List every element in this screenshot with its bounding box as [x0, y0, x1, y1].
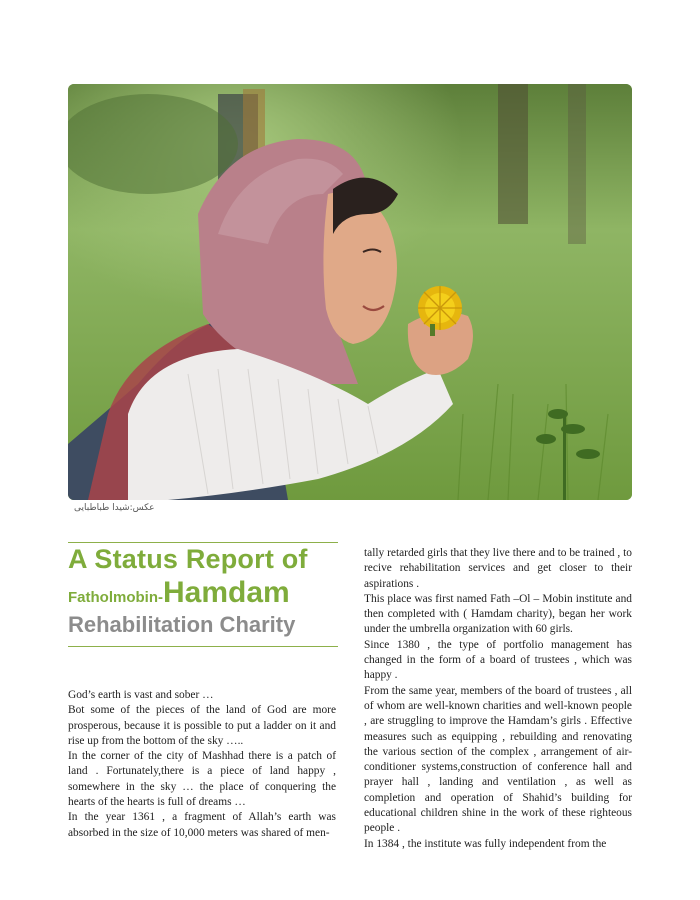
photo-credit-caption: عکس:شیدا طباطبایی	[74, 503, 155, 513]
right-text-column	[364, 546, 632, 852]
right-paragraph-1: tally retarded girls that they live there and to be trained , to recive rehabilitation services and get closer to their aspirations .	[364, 547, 632, 590]
right-paragraph-3: Since 1380 , the type of portfolio management has changed in the form of a board of trustees , which was happy .	[364, 638, 632, 682]
title-line-1: A Status Report of	[68, 544, 308, 574]
left-text-column	[68, 688, 336, 841]
title-top-divider	[68, 542, 338, 543]
right-paragraph-2: This place was first named Fath –Ol – Mobin institute and then completed with ( Hamdam charity), began her work under the umbrella organization with 60 girls.	[364, 592, 632, 636]
title-line-3: Rehabilitation Charity	[68, 612, 296, 637]
right-paragraph-5: In 1384 , the institute was fully independent from the	[364, 837, 607, 850]
title-line-2	[68, 578, 343, 608]
title-bottom-divider	[68, 646, 338, 647]
right-paragraph-4: From the same year, members of the board of trustees , all of whom are well-known charities and well-known people , are struggling to improve the Hamdam’s girls . Effective measures such as equipping , rebuilding and renovating the various section of the complex , arrangement of air-conditioner systems,construction of conference hall and prayer hall , landing and ventilation , as well as completion and operation of Shahid’s building for educational children shine in the work of these righteous people .	[364, 684, 632, 835]
left-paragraph-1: God’s earth is vast and sober …	[68, 689, 214, 701]
title-line-2-small: Fatholmobin-	[68, 589, 163, 606]
photo-illustration	[68, 84, 632, 500]
article-title	[68, 546, 343, 636]
left-paragraph-2: Bot some of the pieces of the land of God are more prosperous, because it is possible to put a ladder on it and rise up from the bottom of the sky …..	[68, 704, 336, 747]
left-paragraph-3: In the corner of the city of Mashhad there is a patch of land . Fortunately,there is a piece of land happy , somewhere in the sky … the place of conquering the hearts of the hearts is full of dreams …	[68, 750, 336, 809]
title-line-2-large: Hamdam	[162, 576, 290, 609]
left-paragraph-4: In the year 1361 , a fragment of Allah’s earth was absorbed in the size of 10,000 meters was shared of men-	[68, 811, 336, 839]
girl-with-flower-photo	[68, 84, 632, 500]
